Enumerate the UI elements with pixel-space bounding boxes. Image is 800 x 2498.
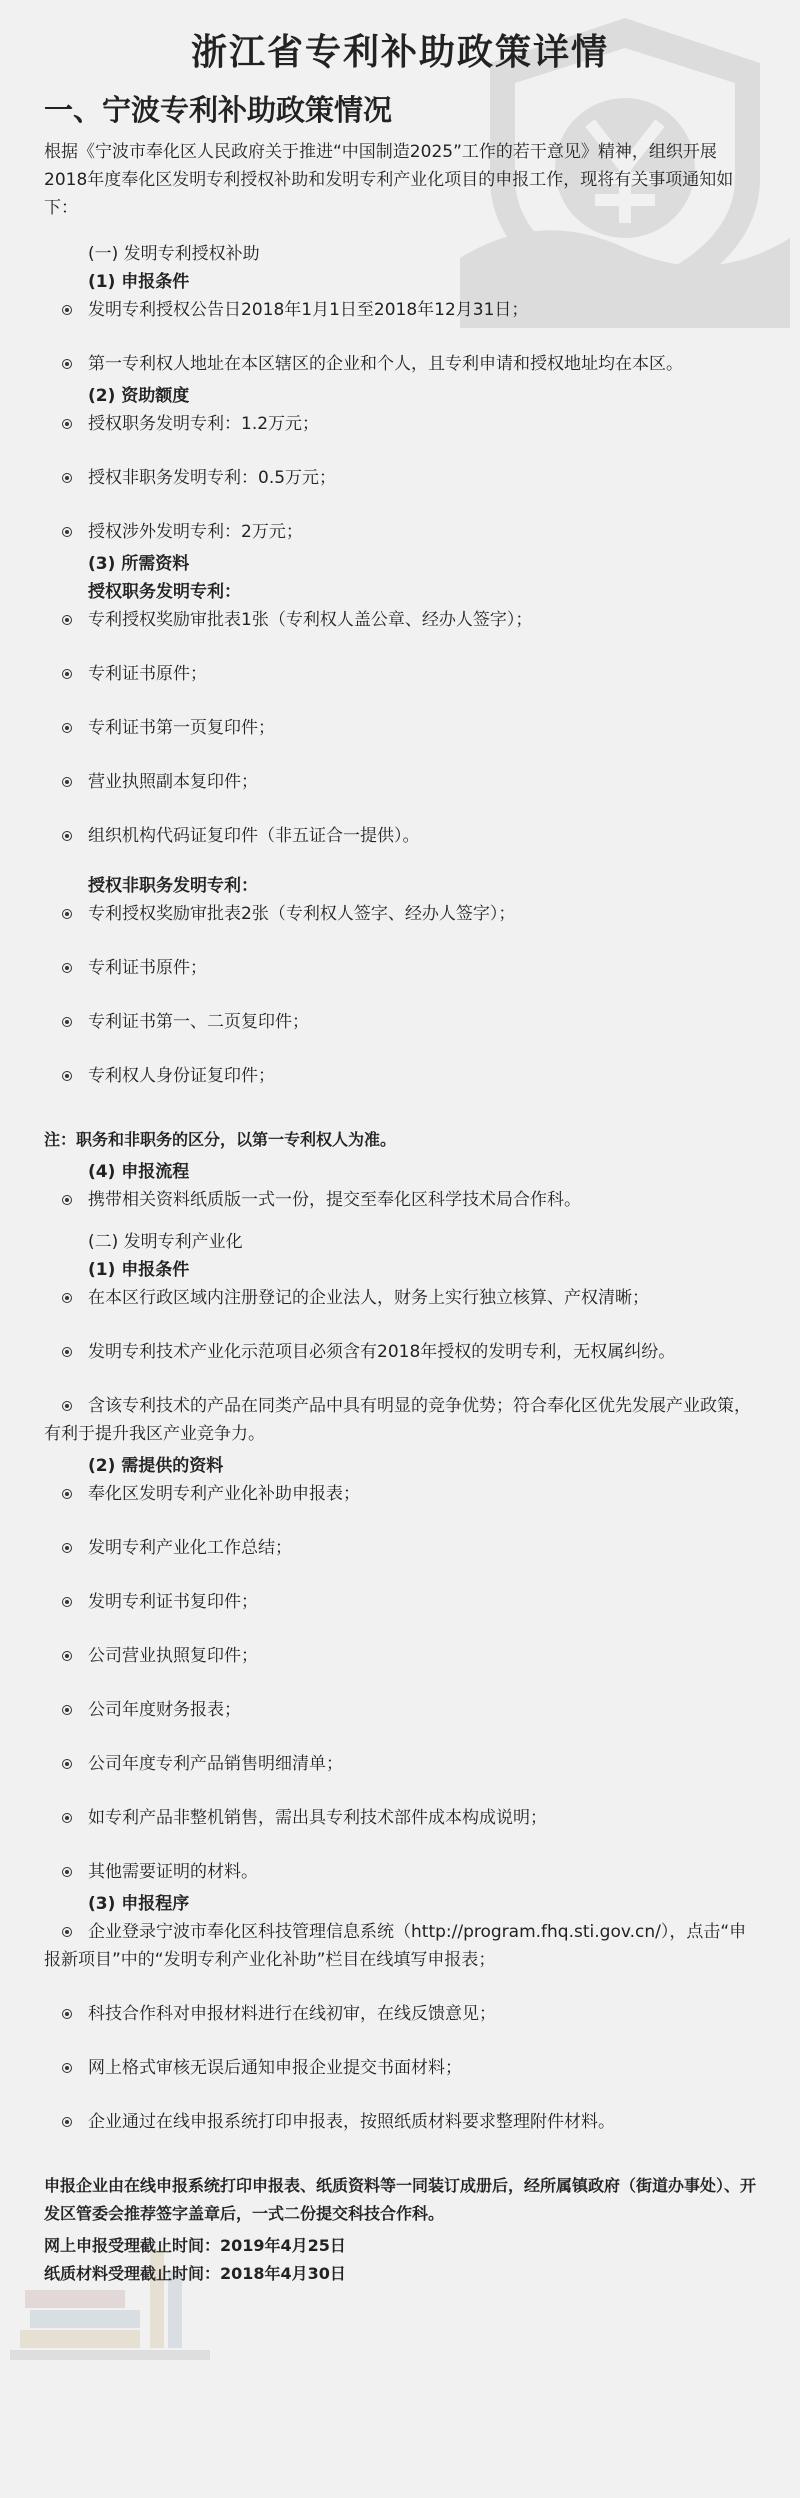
list-item: 授权非职务发明专利：0.5万元； <box>44 464 756 492</box>
list-item: 专利权人身份证复印件； <box>44 1062 756 1090</box>
bullet-icon <box>62 1543 72 1553</box>
list-item: 第一专利权人地址在本区辖区的企业和个人，且专利申请和授权地址均在本区。 <box>44 350 756 378</box>
bullet-icon <box>62 615 72 625</box>
bullet-icon <box>62 305 72 315</box>
list-item: 企业通过在线申报系统打印申报表，按照纸质材料要求整理附件材料。 <box>44 2108 756 2136</box>
final-paragraph: 申报企业由在线申报系统打印申报表、纸质资料等一同装订成册后，经所属镇政府（街道办事处）、开发区管委会推荐签字盖章后，一式二份提交科技合作科。 <box>44 2176 757 2223</box>
section-title: 一、宁波专利补助政策情况 <box>44 93 393 127</box>
bullet-icon <box>62 1195 72 1205</box>
bullet-icon <box>62 831 72 841</box>
bullet-icon <box>62 527 72 537</box>
bullet-icon <box>62 1927 72 1937</box>
bullet-icon <box>62 2009 72 2019</box>
list-item: 授权职务发明专利：1.2万元； <box>44 410 756 438</box>
list-item: 专利授权奖励审批表1张（专利权人盖公章、经办人签字）； <box>44 606 756 634</box>
service-invention-heading: 授权职务发明专利： <box>88 582 241 602</box>
list-item: 其他需要证明的材料。 <box>44 1858 756 1886</box>
bullet-icon <box>62 1071 72 1081</box>
list-item: 组织机构代码证复印件（非五证合一提供）。 <box>44 822 756 850</box>
list-item: 含该专利技术的产品在同类产品中具有明显的竞争优势；符合奉化区优先发展产业政策，有利于提升我区产业竞争力。 <box>44 1396 751 1444</box>
online-deadline: 网上申报受理截止时间：2019年4月25日 <box>44 2236 346 2255</box>
list-item: 发明专利产业化工作总结； <box>44 1534 756 1562</box>
list-item: 公司年度专利产品销售明细清单； <box>44 1750 756 1778</box>
list-item: 如专利产品非整机销售，需出具专利技术部件成本构成说明； <box>44 1804 756 1832</box>
list-item: 发明专利授权公告日2018年1月1日至2018年12月31日； <box>44 296 756 324</box>
bullet-icon <box>62 723 72 733</box>
bullet-icon <box>62 2117 72 2127</box>
bullet-icon <box>62 1759 72 1769</box>
note: 注：职务和非职务的区分，以第一专利权人为准。 <box>44 1130 397 1149</box>
bullet-icon <box>62 963 72 973</box>
bullet-icon <box>62 1813 72 1823</box>
nonservice-invention-heading: 授权非职务发明专利： <box>88 876 258 896</box>
page-title: 浙江省专利补助政策详情 <box>190 32 609 73</box>
part2-proc-heading: (3) 申报程序 <box>88 1894 190 1914</box>
list-item: 科技合作科对申报材料进行在线初审，在线反馈意见； <box>44 2000 756 2028</box>
bullet-icon <box>62 1347 72 1357</box>
bullet-icon <box>62 1489 72 1499</box>
bullet-icon <box>62 419 72 429</box>
part1-cond-heading: (1) 申报条件 <box>88 272 190 292</box>
part1-flow-heading: (4) 申报流程 <box>88 1162 190 1182</box>
list-item: 专利证书第一页复印件； <box>44 714 756 742</box>
paper-deadline: 纸质材料受理截止时间：2018年4月30日 <box>44 2264 346 2283</box>
bullet-icon <box>62 1651 72 1661</box>
bullet-icon <box>62 1017 72 1027</box>
bullet-icon <box>62 473 72 483</box>
bullet-icon <box>62 1293 72 1303</box>
bullet-icon <box>62 1867 72 1877</box>
bullet-icon <box>62 1401 72 1411</box>
list-item: 专利证书第一、二页复印件； <box>44 1008 756 1036</box>
part1-heading: (一) 发明专利授权补助 <box>88 244 260 264</box>
bullet-icon <box>62 909 72 919</box>
part1-docs-heading: (3) 所需资料 <box>88 554 190 574</box>
list-item: 发明专利证书复印件； <box>44 1588 756 1616</box>
list-item: 在本区行政区域内注册登记的企业法人，财务上实行独立核算、产权清晰； <box>44 1284 756 1312</box>
intro-paragraph: 根据《宁波市奉化区人民政府关于推进“中国制造2025”工作的若干意见》精神，组织开展2018年度奉化区发明专利授权补助和发明专利产业化项目的申报工作，现将有关事项通知如下： <box>44 142 734 218</box>
bullet-icon <box>62 2063 72 2073</box>
list-item: 授权涉外发明专利：2万元； <box>44 518 756 546</box>
bullet-icon <box>62 669 72 679</box>
part2-cond-heading: (1) 申报条件 <box>88 1260 190 1280</box>
bullet-icon <box>62 777 72 787</box>
part1-amount-heading: (2) 资助额度 <box>88 386 190 406</box>
list-item: 携带相关资料纸质版一式一份，提交至奉化区科学技术局合作科。 <box>44 1186 756 1214</box>
part2-docs-heading: (2) 需提供的资料 <box>88 1456 224 1476</box>
list-item: 奉化区发明专利产业化补助申报表； <box>44 1480 756 1508</box>
list-item: 专利证书原件； <box>44 954 756 982</box>
bullet-icon <box>62 1705 72 1715</box>
list-item: 网上格式审核无误后通知申报企业提交书面材料； <box>44 2054 756 2082</box>
list-item: 营业执照副本复印件； <box>44 768 756 796</box>
part2-heading: (二) 发明专利产业化 <box>88 1232 243 1252</box>
bullet-icon <box>62 359 72 369</box>
list-item: 公司年度财务报表； <box>44 1696 756 1724</box>
list-item: 企业登录宁波市奉化区科技管理信息系统（http://program.fhq.sti.gov.cn/），点击“申报新项目”中的“发明专利产业化补助”栏目在线填写申报表； <box>44 1922 747 1970</box>
list-item: 公司营业执照复印件； <box>44 1642 756 1670</box>
list-item: 发明专利技术产业化示范项目必须含有2018年授权的发明专利，无权属纠纷。 <box>44 1338 756 1366</box>
list-item: 专利证书原件； <box>44 660 756 688</box>
list-item: 专利授权奖励审批表2张（专利权人签字、经办人签字）； <box>44 900 756 928</box>
bullet-icon <box>62 1597 72 1607</box>
